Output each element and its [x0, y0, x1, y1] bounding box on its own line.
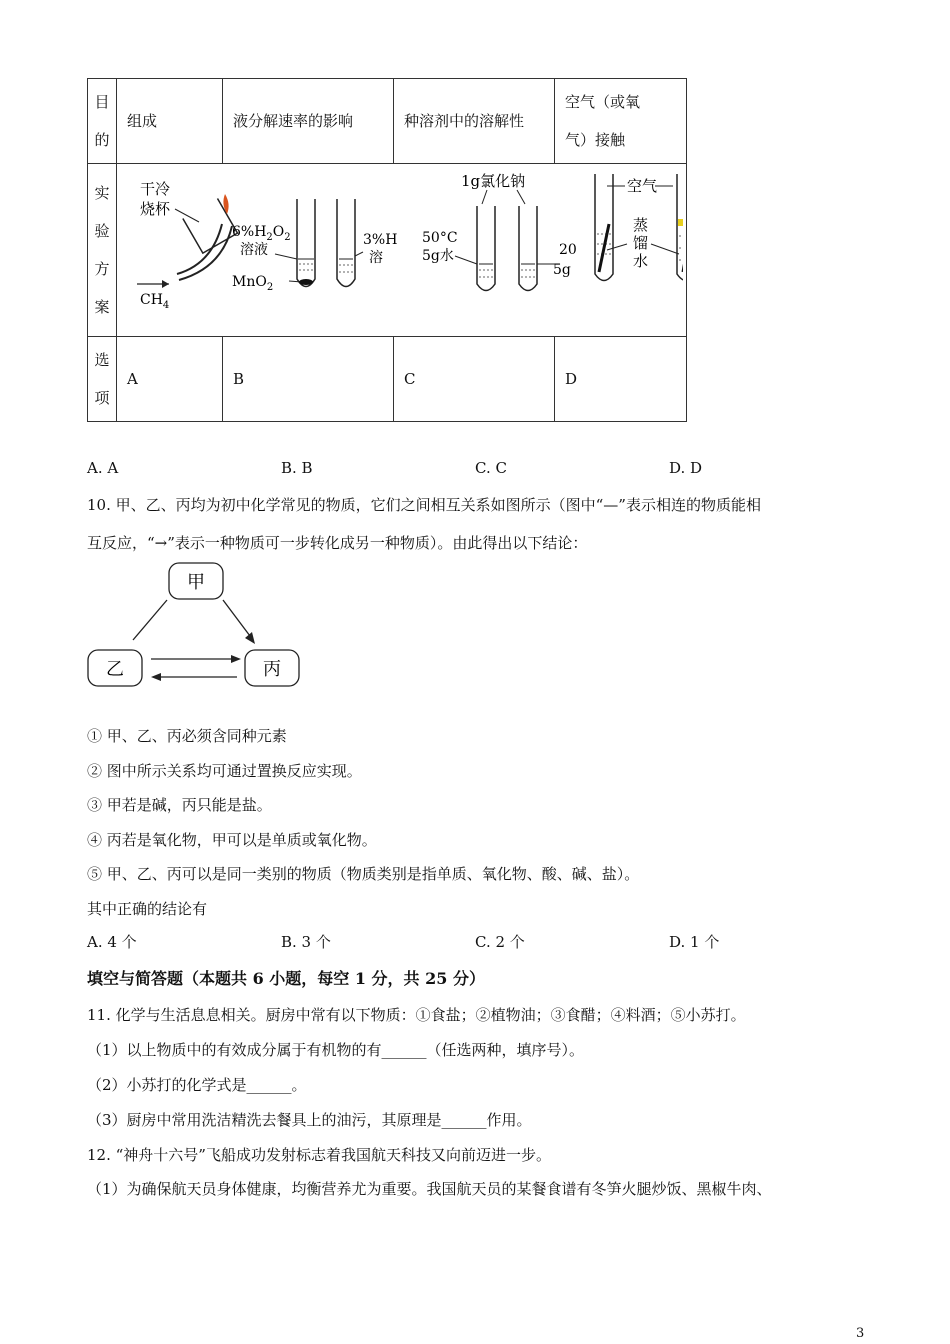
- q9-choice-d[interactable]: D. D: [669, 459, 703, 477]
- arrow-head-icon: [245, 632, 255, 644]
- label-h2o2-3: 3%H: [363, 232, 398, 248]
- label-5g-water: 5g水: [422, 248, 454, 264]
- diagram-a: [137, 180, 237, 311]
- diagram-d: [595, 174, 683, 281]
- q9-choice-a[interactable]: A. A: [87, 459, 119, 477]
- page-number: 3: [856, 1326, 865, 1341]
- row-header-char: 实: [94, 184, 110, 202]
- test-tube-icon: [337, 199, 355, 287]
- option-d: D: [565, 370, 578, 388]
- test-tube-icon: [595, 174, 613, 281]
- arrow-head-icon: [151, 673, 161, 681]
- q10-choice-c[interactable]: C. 2 个: [475, 933, 525, 951]
- test-tube-icon: [519, 206, 537, 291]
- relationship-diagram: [85, 560, 305, 692]
- q11-stem: 11. 化学与生活息息相关。厨房中常有以下物质：①食盐；②植物油；③食醋；④料酒；⑤小苏打。: [87, 1006, 746, 1024]
- reaction-line: [133, 600, 167, 640]
- nail-icon: [599, 224, 609, 272]
- arrow-icon: [162, 280, 169, 288]
- option-a: A: [127, 370, 138, 388]
- label-5g-right: 5g: [553, 262, 571, 278]
- row-header-char: 目: [94, 93, 110, 111]
- option-b: B: [233, 370, 245, 388]
- label-50c: 50°C: [422, 230, 458, 246]
- label-distilled: 馏: [633, 234, 649, 252]
- node-yi-label: 乙: [106, 659, 124, 680]
- q10-statement-2: ② 图中所示关系均可通过置换反应实现。: [87, 762, 362, 780]
- experiment-diagrams: [117, 164, 683, 336]
- purpose-b: 液分解速率的影响: [233, 112, 354, 130]
- row-header-char: 选: [94, 351, 110, 369]
- label-beaker: 烧杯: [140, 200, 171, 218]
- q11-part-1: （1）以上物质中的有效成分属于有机物的有______（任选两种，填序号）。: [87, 1041, 585, 1059]
- node-jia-label: 甲: [187, 572, 205, 593]
- label-solution-right: 溶: [369, 250, 383, 266]
- row-header-char: 验: [94, 222, 110, 240]
- test-tube-icon: [297, 199, 315, 287]
- q10-statement-3: ③ 甲若是碱，丙只能是盐。: [87, 796, 272, 814]
- label-distilled: 蒸: [633, 216, 649, 234]
- label-ch4: $CH_4$: [140, 292, 170, 311]
- experiment-table: [87, 78, 687, 422]
- purpose-c: 种溶剂中的溶解性: [404, 112, 525, 130]
- option-c: C: [404, 370, 416, 388]
- row-header-purpose: [88, 79, 117, 164]
- purpose-d-line1: 空气（或氧: [565, 93, 641, 111]
- q10-choice-a[interactable]: A. 4 个: [87, 933, 137, 951]
- q12-stem: 12. “神舟十六号”飞船成功发射标志着我国航天科技又向前迈进一步。: [87, 1146, 551, 1164]
- q10-stem-line2: 互反应，“→”表示一种物质可一步转化成另一种物质）。由此得出以下结论：: [87, 534, 588, 552]
- row-header-char: 项: [94, 389, 110, 407]
- q10-conclusion: 其中正确的结论有: [87, 900, 208, 918]
- purpose-a: 组成: [127, 112, 158, 130]
- q10-statement-5: ⑤ 甲、乙、丙可以是同一类别的物质（物质类别是指单质、氧化物、酸、碱、盐）。: [87, 865, 640, 883]
- conversion-arrow: [223, 600, 253, 640]
- row-header-scheme: [88, 164, 117, 337]
- q10-choice-b[interactable]: B. 3 个: [281, 933, 331, 951]
- label-cold: 干冷: [140, 180, 171, 198]
- label-h2o2-6: $6\%H_2O_2$: [232, 224, 291, 243]
- q10-stem-line1: 10. 甲、乙、丙均为初中化学常见的物质，它们之间相互关系如图所示（图中“—”表示相连的物质能相: [87, 496, 761, 514]
- label-distilled: 水: [633, 252, 649, 270]
- row-header-char: 案: [94, 298, 110, 316]
- q9-choice-b[interactable]: B. B: [281, 459, 313, 477]
- q11-part-3: （3）厨房中常用洗洁精洗去餐具上的油污，其原理是______作用。: [87, 1111, 532, 1129]
- section-title: 填空与简答题（本题共 6 小题，每空 1 分，共 25 分）: [87, 969, 485, 988]
- label-air: 空气: [627, 177, 658, 195]
- q12-part-1: （1）为确保航天员身体健康，均衡营养尤为重要。我国航天员的某餐食谱有冬笋火腿炒饭、黑椒牛肉、: [87, 1180, 772, 1198]
- node-bing-label: 丙: [263, 659, 281, 680]
- purpose-d-line2: 气）接触: [565, 131, 626, 149]
- label-solution: 溶液: [240, 242, 268, 258]
- test-tube-icon: [477, 206, 495, 291]
- test-tube-icon: [677, 174, 683, 281]
- label-nacl: 1g氯化钠: [461, 172, 526, 190]
- label-20c: 20: [559, 242, 577, 258]
- q10-statement-1: ① 甲、乙、丙必须含同种元素: [87, 727, 287, 745]
- q11-part-2: （2）小苏打的化学式是______。: [87, 1076, 307, 1094]
- oil-layer: [678, 219, 683, 226]
- q9-choice-c[interactable]: C. C: [475, 459, 507, 477]
- row-header-option: [88, 337, 117, 422]
- row-header-char: 方: [94, 260, 110, 278]
- q10-choice-d[interactable]: D. 1 个: [669, 933, 720, 951]
- row-header-char: 的: [94, 131, 110, 149]
- diagram-c: [422, 172, 577, 291]
- arrow-head-icon: [231, 655, 241, 663]
- diagram-b: [232, 199, 397, 293]
- label-mno2: MnO$_2$: [232, 274, 274, 293]
- q10-statement-4: ④ 丙若是氧化物，甲可以是单质或氧化物。: [87, 831, 377, 849]
